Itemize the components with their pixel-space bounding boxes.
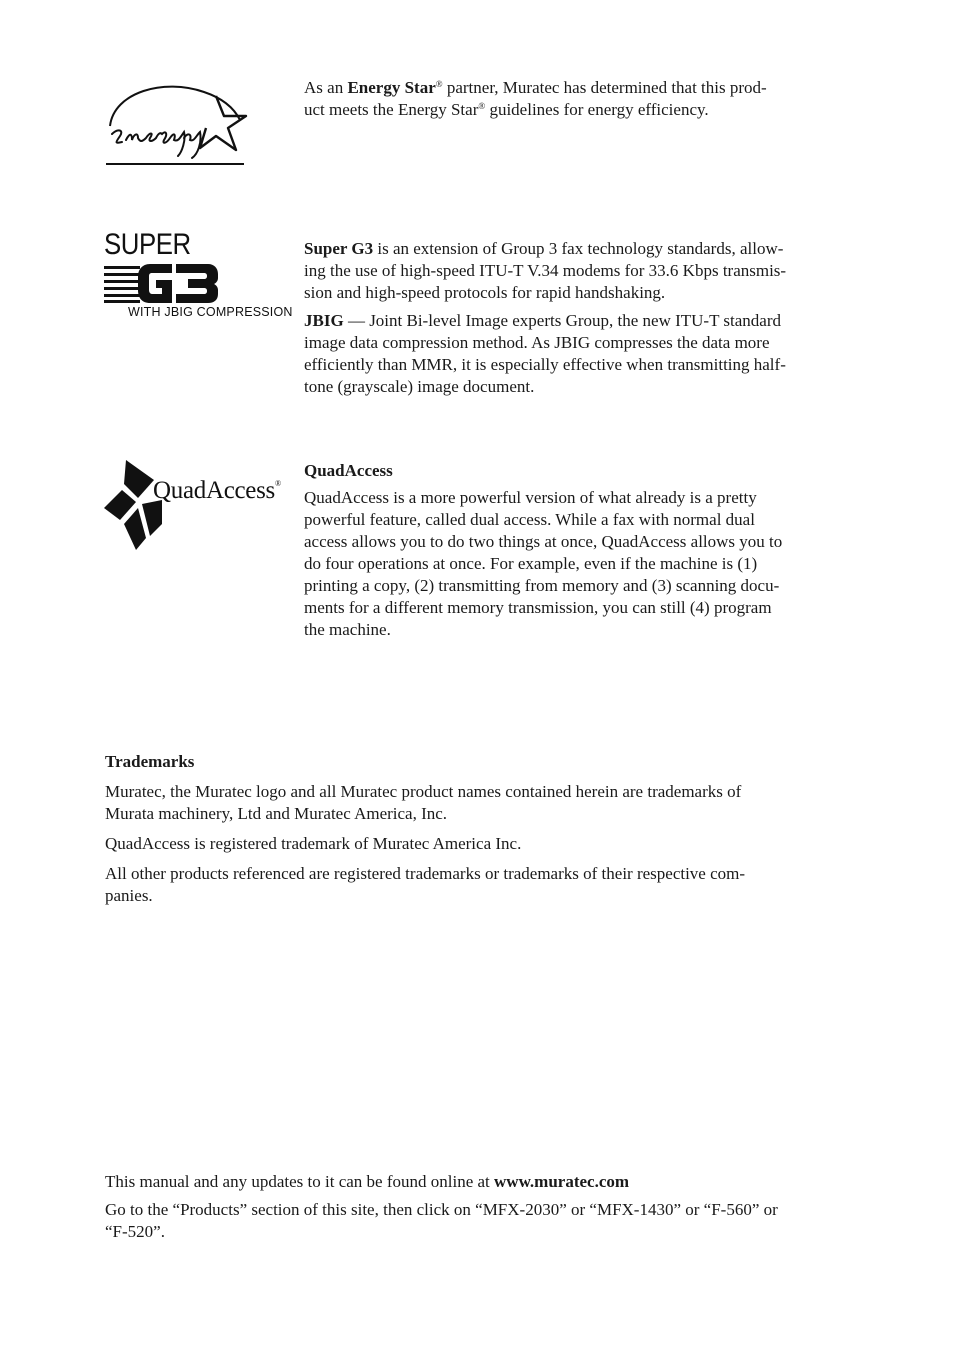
super-g3-paragraph <box>304 238 864 304</box>
super-g3-section <box>304 238 864 398</box>
super-g3-title: Super G3 <box>304 239 374 258</box>
quadaccess-line: QuadAccess is a more powerful version of what already is a pretty <box>304 488 757 507</box>
footer-line-1-text: This manual and any updates to it can be found online at <box>105 1172 495 1191</box>
quadaccess-logo-icon <box>104 458 164 552</box>
quadaccess-line: powerful feature, called dual access. While a fax with normal dual <box>304 510 755 529</box>
quadaccess-section <box>304 460 864 641</box>
jbig-paragraph <box>304 310 864 398</box>
registered-mark-2: ® <box>478 101 486 111</box>
footer-line-1 <box>105 1171 865 1193</box>
trademarks-p3-line-2: panies. <box>105 886 153 905</box>
trademarks-title: Trademarks <box>105 752 195 771</box>
energy-star-paragraph <box>304 77 864 121</box>
super-g3-logo-super: SUPER <box>104 228 191 261</box>
trademarks-paragraph-3 <box>105 863 865 907</box>
energy-star-text-1: partner, Muratec has determined that this prod- <box>442 78 767 97</box>
super-g3-line-3: sion and high-speed protocols for rapid handshaking. <box>304 283 666 302</box>
quadaccess-line: printing a copy, (2) transmitting from memory and (3) scanning docu- <box>304 576 780 595</box>
quadaccess-title: QuadAccess <box>304 461 393 480</box>
trademarks-paragraph-1 <box>105 781 865 825</box>
quadaccess-logo-reg: ® <box>274 479 281 488</box>
trademarks-section <box>105 751 865 907</box>
energy-star-intro: As an <box>304 78 348 97</box>
energy-star-logo-icon <box>104 82 254 168</box>
jbig-line-2: image data compression method. As JBIG compresses the data more <box>304 333 770 352</box>
quadaccess-line: access allows you to do two things at once, QuadAccess allows you to <box>304 532 783 551</box>
trademarks-p3-line-1: All other products referenced are registered trademarks or trademarks of their respective com- <box>105 864 746 883</box>
registered-mark: ® <box>435 79 443 89</box>
jbig-line-4: tone (grayscale) image document. <box>304 377 535 396</box>
super-g3-logo-caption: WITH JBIG COMPRESSION <box>128 305 293 319</box>
super-g3-logo-icon <box>104 262 220 304</box>
trademarks-p1-line-2: Murata machinery, Ltd and Muratec America, Inc. <box>105 804 448 823</box>
footer-paragraph-2 <box>105 1199 865 1243</box>
quadaccess-logo-word-text: QuadAccess <box>153 477 275 504</box>
energy-star-brand: Energy Star <box>347 78 436 97</box>
quadaccess-logo-word <box>153 477 281 505</box>
footer-line-3: “F-520”. <box>105 1222 165 1241</box>
jbig-line-3: efficiently than MMR, it is especially effective when transmitting half- <box>304 355 786 374</box>
footer-url-link[interactable]: www.muratec.com <box>494 1172 630 1191</box>
trademarks-paragraph-2: QuadAccess is registered trademark of Muratec America Inc. <box>105 834 522 853</box>
quadaccess-line: ments for a different memory transmission, you can still (4) program <box>304 598 772 617</box>
quadaccess-line: the machine. <box>304 620 391 639</box>
jbig-title: JBIG <box>304 311 344 330</box>
trademarks-p1-line-1: Muratec, the Muratec logo and all Muratec product names contained herein are trademarks of <box>105 782 742 801</box>
quadaccess-line: do four operations at once. For example, even if the machine is (1) <box>304 554 758 573</box>
energy-star-text-2: uct meets the Energy Star <box>304 100 479 119</box>
energy-star-text-3: guidelines for energy efficiency. <box>485 100 709 119</box>
quadaccess-paragraph <box>304 487 864 641</box>
jbig-line-1: — Joint Bi-level Image experts Group, the new ITU-T standard <box>343 311 782 330</box>
footer-section <box>105 1171 865 1243</box>
super-g3-line-2: ing the use of high-speed ITU-T V.34 modems for 33.6 Kbps transmis- <box>304 261 787 280</box>
super-g3-line-1: is an extension of Group 3 fax technology standards, allow- <box>373 239 784 258</box>
footer-line-2: Go to the “Products” section of this site, then click on “MFX-2030” or “MFX-1430” or “F-560” or <box>105 1200 778 1219</box>
